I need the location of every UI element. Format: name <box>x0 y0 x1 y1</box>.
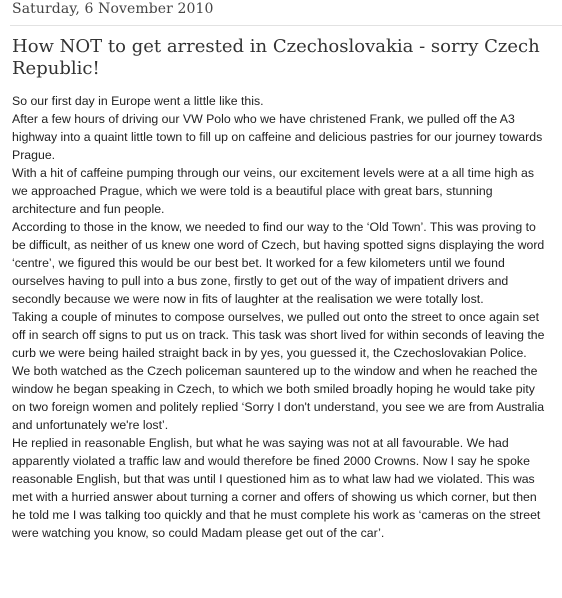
post-paragraph: Taking a couple of minutes to compose ourselves, we pulled out onto the street to once again set off in search off signs to put us on track. This task was short lived for within seconds of leaving the curb we were being hailed straight back in by yes, you guessed it, the Czechoslovakian Police. <box>12 310 545 360</box>
post-paragraph: We both watched as the Czech policeman sauntered up to the window and when he reached the window he began speaking in Czech, to which we both smiled broadly hoping he would take pity on two foreign women and politely replied ‘Sorry I don't understand, you see we are from Australia and unfortunately we're lost’. <box>12 364 545 432</box>
post-paragraph: With a hit of caffeine pumping through our veins, our excitement levels were at a all time high as we approached Prague, which we were told is a beautiful place with great bars, stunning architecture and fun people. <box>12 166 534 216</box>
post-title[interactable]: How NOT to get arrested in Czechoslovakia - sorry Czech Republic! <box>12 36 540 79</box>
post-paragraph: According to those in the know, we needed to find our way to the ‘Old Town’. This was proving to be difficult, as neither of us knew one word of Czech, but having spotted signs displaying the word ‘centre’, we figured this would be our best bet. It worked for a few kilometers until we found ourselves having to pull into a bus zone, firstly to get out of the way of impatient drivers and secondly because we were now in fits of laughter at the realisation we were totally lost. <box>12 220 545 306</box>
post-paragraph: He replied in reasonable English, but what he was saying was not at all favourable. We had apparently violated a traffic law and would therefore be fined 2000 Crowns. Now I say he spoke reasonable English, but that was until I questioned him as to what law had we violated. This was met with a hurried answer about turning a corner and offers of showing us which corner, but then he told me I was talking too quickly and that he must complete his work as ‘cameras on the street were watching you know, so could Madam please get out of the car’. <box>12 436 541 540</box>
post-paragraph: After a few hours of driving our VW Polo who we have christened Frank, we pulled off the A3 highway into a quaint little town to fill up on caffeine and delicious pastries for our journey towards Prague. <box>12 112 543 162</box>
post-paragraph: So our first day in Europe went a little like this. <box>12 94 264 108</box>
date-divider <box>10 25 562 26</box>
post-date-header: Saturday, 6 November 2010 <box>12 1 214 17</box>
post-body <box>12 92 549 542</box>
